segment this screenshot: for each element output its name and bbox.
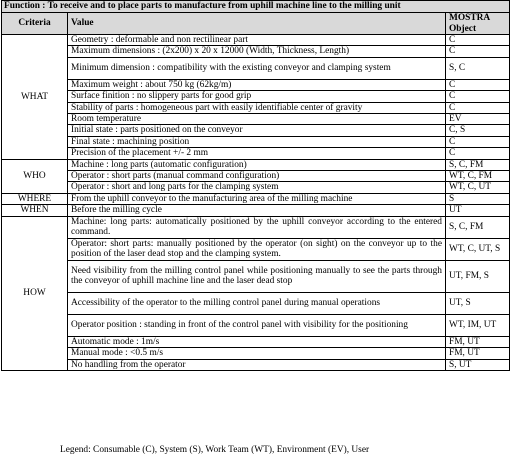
- object-cell: WT, C, UT: [446, 182, 510, 193]
- table-row: [2, 91, 510, 102]
- table-row: [2, 159, 510, 170]
- header-value: Value: [68, 13, 446, 35]
- value-cell: Automatic mode : 1m/s: [68, 336, 446, 347]
- value-cell: Need visibility from the milling control panel while positioning manually to see the parts through the conveyor of uphill machine line and the laser dead stop: [68, 260, 446, 292]
- object-cell: C: [446, 91, 510, 102]
- criteria-when: WHEN: [2, 205, 68, 216]
- table-row: [2, 125, 510, 136]
- function-table: [1, 0, 510, 371]
- object-cell: C: [446, 102, 510, 113]
- table-row: [2, 314, 510, 336]
- object-cell: C: [446, 79, 510, 90]
- criteria-where: WHERE: [2, 193, 68, 204]
- table-row: [2, 102, 510, 113]
- table-row: [2, 57, 510, 79]
- value-cell: Maximum dimensions : (2x200) x 20 x 12000 (Width, Thickness, Length): [68, 46, 446, 57]
- table-row: [2, 182, 510, 193]
- table-row: [2, 238, 510, 260]
- object-cell: C: [446, 35, 510, 46]
- object-cell: FM, UT: [446, 348, 510, 359]
- table-row: [2, 79, 510, 90]
- value-cell: Machine: long parts: automatically positioned by the uphill conveyor according to the entered command.: [68, 216, 446, 238]
- table-row: [2, 171, 510, 182]
- value-cell: Stability of parts : homogeneous part with easily identifiable center of gravity: [68, 102, 446, 113]
- value-cell: Operator : short parts (manual command configuration): [68, 171, 446, 182]
- value-cell: Final state : machining position: [68, 136, 446, 147]
- table-row: [2, 114, 510, 125]
- table-row: [2, 292, 510, 314]
- table-row: [2, 193, 510, 204]
- table-row: [2, 136, 510, 147]
- object-cell: S, C, FM: [446, 216, 510, 238]
- legend: Legend: Consumable (C), System (S), Work Team (WT), Environment (EV), User: [60, 445, 370, 455]
- value-cell: Minimum dimension : compatibility with the existing conveyor and clamping system: [68, 57, 446, 79]
- table-row: [2, 205, 510, 216]
- value-cell: Maximum weight : about 750 kg (62kg/m): [68, 79, 446, 90]
- value-cell: Operator : short and long parts for the clamping system: [68, 182, 446, 193]
- value-cell: Manual mode : <0.5 m/s: [68, 348, 446, 359]
- value-cell: Before the milling cycle: [68, 205, 446, 216]
- table-row: [2, 359, 510, 370]
- object-cell: S, C, FM: [446, 159, 510, 170]
- document: [1, 0, 509, 371]
- object-cell: C: [446, 148, 510, 159]
- value-cell: Accessibility of the operator to the milling control panel during manual operations: [68, 292, 446, 314]
- criteria-who: WHO: [2, 159, 68, 193]
- criteria-what: WHAT: [2, 35, 68, 160]
- value-cell: Room temperature: [68, 114, 446, 125]
- value-cell: Operator position : standing in front of the control panel with visibility for the positioning: [68, 314, 446, 336]
- value-cell: From the uphill conveyor to the manufacturing area of the milling machine: [68, 193, 446, 204]
- object-cell: S: [446, 193, 510, 204]
- table-row: [2, 336, 510, 347]
- table-row: [2, 216, 510, 238]
- value-cell: Operator: short parts: manually positioned by the operator (on sight) on the conveyor up to the position of the laser dead stop and the clamping system.: [68, 238, 446, 260]
- object-cell: C, S: [446, 125, 510, 136]
- table-row: [2, 348, 510, 359]
- header-object: MOSTRA Object: [446, 13, 510, 35]
- criteria-how: HOW: [2, 216, 68, 370]
- object-cell: S, UT: [446, 359, 510, 370]
- object-cell: UT, S: [446, 292, 510, 314]
- table-title: Function : To receive and to place parts to manufacture from uphill machine line to the milling unit: [2, 1, 510, 13]
- object-cell: C: [446, 46, 510, 57]
- object-cell: C: [446, 136, 510, 147]
- value-cell: Geometry : deformable and non rectilinear part: [68, 35, 446, 46]
- header-criteria: Criteria: [2, 13, 68, 35]
- object-cell: FM, UT: [446, 336, 510, 347]
- object-cell: WT, C, UT, S: [446, 238, 510, 260]
- value-cell: No handling from the operator: [68, 359, 446, 370]
- object-cell: WT, C, FM: [446, 171, 510, 182]
- table-row: [2, 260, 510, 292]
- table-row: [2, 46, 510, 57]
- table-row: [2, 35, 510, 46]
- value-cell: Machine : long parts (automatic configuration): [68, 159, 446, 170]
- object-cell: EV: [446, 114, 510, 125]
- object-cell: UT, FM, S: [446, 260, 510, 292]
- object-cell: WT, IM, UT: [446, 314, 510, 336]
- value-cell: Initial state : parts positioned on the conveyor: [68, 125, 446, 136]
- value-cell: Surface finition : no slippery parts for good grip: [68, 91, 446, 102]
- value-cell: Precision of the placement +/- 2 mm: [68, 148, 446, 159]
- table-row: [2, 148, 510, 159]
- object-cell: UT: [446, 205, 510, 216]
- object-cell: S, C: [446, 57, 510, 79]
